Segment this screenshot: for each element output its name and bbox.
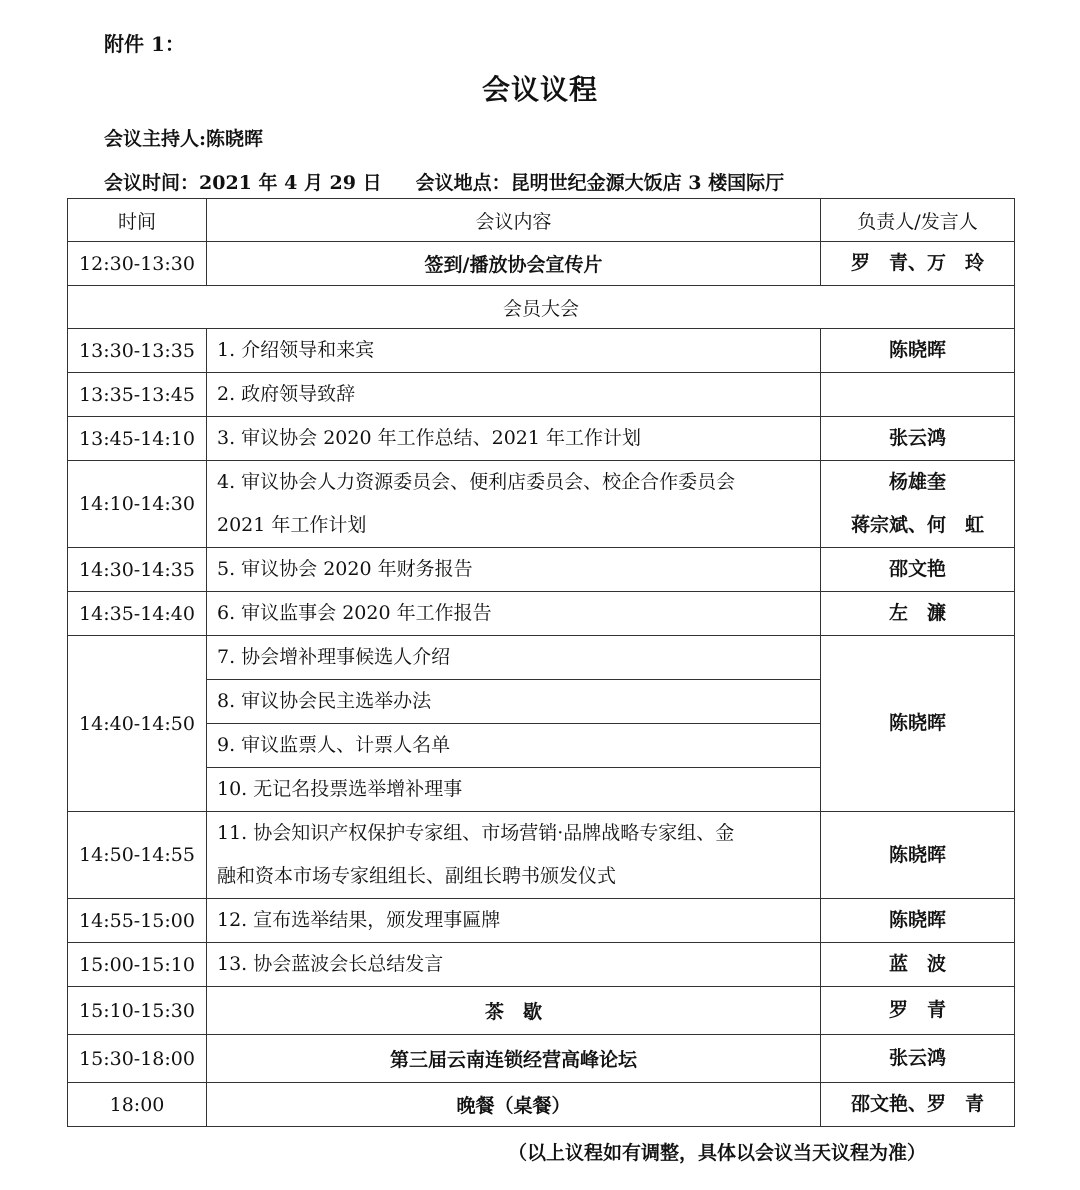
table-row bbox=[68, 417, 1015, 461]
row-content: 8. 审议协会民主选举办法 bbox=[207, 680, 821, 724]
table-row bbox=[68, 461, 1015, 548]
section-member-meeting: 会员大会 bbox=[68, 286, 1015, 329]
row-person: 蓝 波 bbox=[821, 943, 1015, 987]
row-time: 15:10-15:30 bbox=[68, 987, 207, 1035]
table-row bbox=[68, 592, 1015, 636]
section-row bbox=[68, 286, 1015, 329]
row-content bbox=[207, 812, 821, 899]
row-content: 2. 政府领导致辞 bbox=[207, 373, 821, 417]
row-time: 13:45-14:10 bbox=[68, 417, 207, 461]
meeting-host: 会议主持人:陈晓晖 bbox=[104, 128, 264, 150]
row-content: 10. 无记名投票选举增补理事 bbox=[207, 768, 821, 812]
header-content: 会议内容 bbox=[207, 199, 821, 242]
row-time: 15:00-15:10 bbox=[68, 943, 207, 987]
row-content: 第三届云南连锁经营高峰论坛 bbox=[207, 1035, 821, 1083]
row-time: 14:10-14:30 bbox=[68, 461, 207, 548]
row-content: 签到/播放协会宣传片 bbox=[207, 242, 821, 286]
table-row bbox=[68, 636, 1015, 680]
row-time: 14:30-14:35 bbox=[68, 548, 207, 592]
table-row bbox=[68, 373, 1015, 417]
row-person bbox=[821, 373, 1015, 417]
table-row bbox=[68, 242, 1015, 286]
header-person: 负责人/发言人 bbox=[821, 199, 1015, 242]
row-person: 陈晓晖 bbox=[821, 636, 1015, 812]
meeting-meta bbox=[104, 168, 784, 195]
attachment-label: 附件 1： bbox=[104, 32, 185, 56]
row-person: 邵文艳 bbox=[821, 548, 1015, 592]
table-row bbox=[68, 329, 1015, 373]
row-person: 陈晓晖 bbox=[821, 329, 1015, 373]
row-person-line: 杨雄奎 bbox=[888, 471, 946, 493]
row-time: 14:35-14:40 bbox=[68, 592, 207, 636]
row-content bbox=[207, 461, 821, 548]
row-person: 罗 青 bbox=[821, 987, 1015, 1035]
row-time: 14:40-14:50 bbox=[68, 636, 207, 812]
row-content-line: 融和资本市场专家组组长、副组长聘书颁发仪式 bbox=[217, 865, 617, 887]
row-time: 13:30-13:35 bbox=[68, 329, 207, 373]
table-row bbox=[68, 987, 1015, 1035]
header-time: 时间 bbox=[68, 199, 207, 242]
row-person: 罗 青、万 玲 bbox=[821, 242, 1015, 286]
row-time: 15:30-18:00 bbox=[68, 1035, 207, 1083]
row-person: 陈晓晖 bbox=[821, 812, 1015, 899]
row-person: 陈晓晖 bbox=[821, 899, 1015, 943]
row-content: 7. 协会增补理事候选人介绍 bbox=[207, 636, 821, 680]
row-content: 6. 审议监事会 2020 年工作报告 bbox=[207, 592, 821, 636]
row-person-line: 蒋宗斌、何 虹 bbox=[850, 514, 984, 536]
page-title: 会议议程 bbox=[481, 73, 598, 106]
row-content: 1. 介绍领导和来宾 bbox=[207, 329, 821, 373]
agenda-table bbox=[67, 198, 1015, 1127]
row-person: 张云鸿 bbox=[821, 417, 1015, 461]
table-row bbox=[68, 1083, 1015, 1127]
row-content: 12. 宣布选举结果，颁发理事匾牌 bbox=[207, 899, 821, 943]
table-row bbox=[68, 548, 1015, 592]
row-content: 3. 审议协会 2020 年工作总结、2021 年工作计划 bbox=[207, 417, 821, 461]
row-person: 邵文艳、罗 青 bbox=[821, 1083, 1015, 1127]
row-person: 张云鸿 bbox=[821, 1035, 1015, 1083]
table-row bbox=[68, 812, 1015, 899]
row-time: 14:55-15:00 bbox=[68, 899, 207, 943]
row-content-line: 2021 年工作计划 bbox=[217, 514, 367, 536]
row-content: 茶 歇 bbox=[207, 987, 821, 1035]
meeting-place: 会议地点：昆明世纪金源大饭店 3 楼国际厅 bbox=[415, 172, 785, 194]
table-row bbox=[68, 1035, 1015, 1083]
row-content: 晚餐（桌餐） bbox=[207, 1083, 821, 1127]
meeting-time: 会议时间：2021 年 4 月 29 日 bbox=[104, 172, 382, 194]
table-row bbox=[68, 943, 1015, 987]
row-time: 18:00 bbox=[68, 1083, 207, 1127]
footnote: （以上议程如有调整，具体以会议当天议程为准） bbox=[508, 1142, 927, 1164]
row-person: 左 濂 bbox=[821, 592, 1015, 636]
row-time: 12:30-13:30 bbox=[68, 242, 207, 286]
row-time: 13:35-13:45 bbox=[68, 373, 207, 417]
row-content-line: 11. 协会知识产权保护专家组、市场营销·品牌战略专家组、金 bbox=[217, 822, 735, 844]
row-content: 5. 审议协会 2020 年财务报告 bbox=[207, 548, 821, 592]
row-content: 13. 协会蓝波会长总结发言 bbox=[207, 943, 821, 987]
row-content: 9. 审议监票人、计票人名单 bbox=[207, 724, 821, 768]
table-header-row bbox=[68, 199, 1015, 242]
row-time: 14:50-14:55 bbox=[68, 812, 207, 899]
row-content-line: 4. 审议协会人力资源委员会、便利店委员会、校企合作委员会 bbox=[217, 471, 736, 493]
table-row bbox=[68, 899, 1015, 943]
row-person bbox=[821, 461, 1015, 548]
